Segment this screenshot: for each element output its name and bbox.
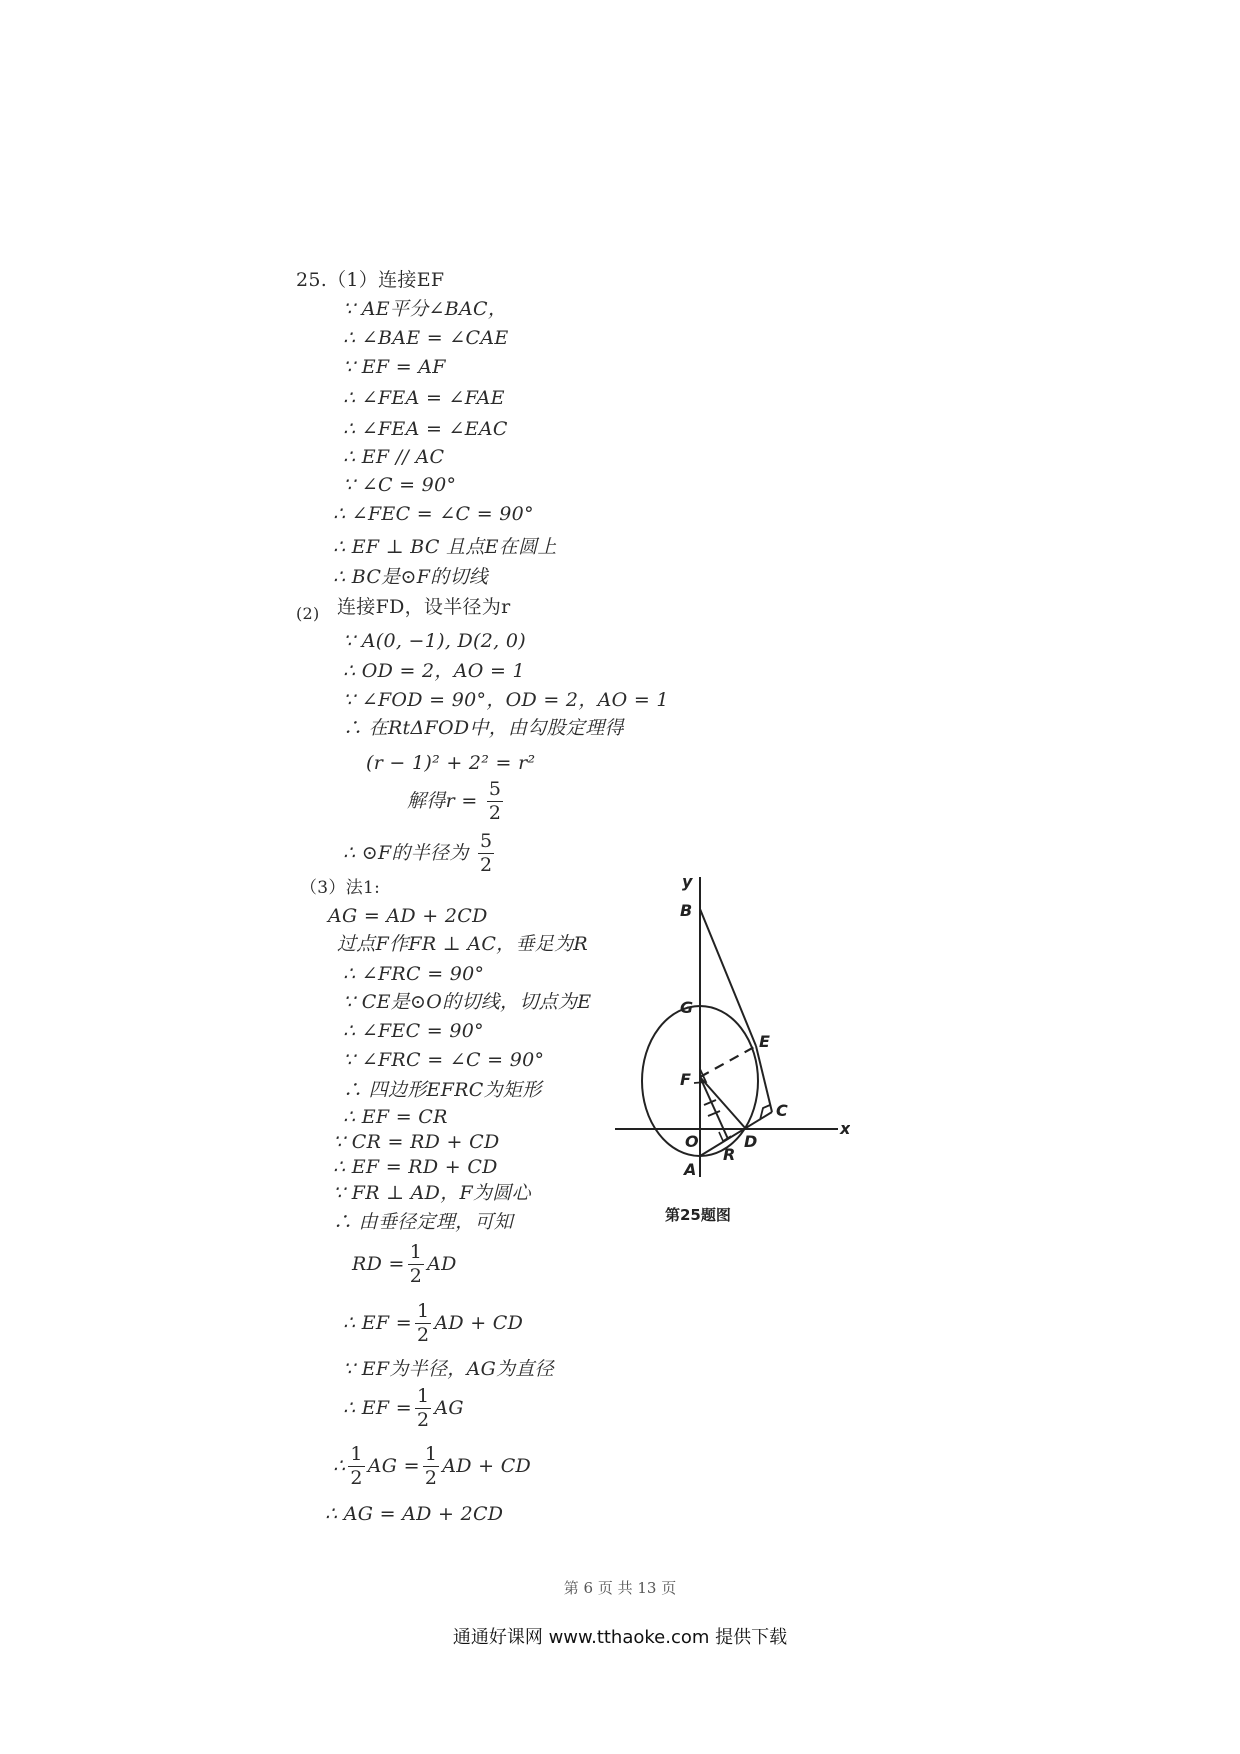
source-credit: 通通好课网 www.tthaoke.com 提供下载: [452, 1627, 788, 1648]
proof-line: ∴ BC是⊙F的切线: [333, 566, 489, 588]
equation-solve: [407, 780, 506, 824]
proof-line: ∴ EF // AC: [343, 446, 445, 468]
equation-result: [343, 832, 497, 876]
proof-line: ∴ ∠FEC = 90°: [343, 1020, 484, 1042]
label-d: D: [744, 1132, 758, 1151]
equation-rd: RD = $\frac{1}{2}$ AD: [352, 1241, 457, 1287]
label-g: G: [680, 998, 694, 1017]
proof-line: ∵ AE平分∠BAC，: [343, 298, 508, 320]
part3-title: （3）法1:: [300, 878, 381, 898]
equation-half-ag: ∴ $\frac{1}{2}$ AG = $\frac{1}{2}$ AD + CD: [333, 1443, 532, 1489]
geometry-figure: [600, 862, 850, 1242]
solve-prefix: 解得r =: [407, 789, 478, 812]
proof-line: ∵ FR ⊥ AD，F为圆心: [333, 1182, 531, 1204]
page-number: 第 6 页 共 13 页: [563, 1579, 677, 1597]
proof-line: 过点F作FR ⊥ AC，垂足为R: [337, 933, 588, 955]
fraction: $\frac{1}{2}$: [350, 1443, 363, 1489]
segment-be: [700, 909, 756, 1046]
part2-label: (2): [296, 604, 320, 623]
figure-caption: 第25题图: [665, 1206, 731, 1224]
label-r: R: [723, 1145, 736, 1164]
part1-title: 25.（1）连接EF: [296, 269, 445, 291]
result-prefix: ∴ ⊙F的半径为: [343, 841, 469, 864]
label-f: F: [680, 1070, 691, 1089]
label-c: C: [776, 1101, 788, 1120]
proof-line: ∵ EF为半径，AG为直径: [343, 1358, 554, 1380]
label-x: x: [840, 1119, 850, 1138]
proof-line: ∴ OD = 2，AO = 1: [343, 660, 525, 682]
proof-line: ∴ ∠FRC = 90°: [343, 963, 485, 985]
fraction: $\frac{1}{2}$: [424, 1443, 438, 1489]
proof-line: ∴ 四边形EFRC为矩形: [343, 1079, 542, 1101]
segment-fe-dashed: [700, 1046, 756, 1077]
proof-line: ∴ ∠BAE = ∠CAE: [343, 327, 509, 349]
proof-line: ∵ CE是⊙O的切线，切点为E: [343, 991, 592, 1013]
proof-line: ∴ ∠FEA = ∠EAC: [343, 418, 508, 440]
proof-line: ∴ ∠FEA = ∠FAE: [343, 387, 505, 409]
proof-line: ∵ A(0, −1), D(2, 0): [343, 630, 526, 652]
proof-line: ∴ 由垂径定理，可知: [333, 1211, 514, 1233]
part2-intro: 连接FD，设半径为r: [337, 596, 511, 618]
proof-line: ∵ ∠C = 90°: [343, 474, 457, 496]
proof-line: ∴ 在RtΔFOD中，由勾股定理得: [343, 717, 624, 739]
conclusion: ∴ AG = AD + 2CD: [325, 1503, 504, 1525]
equation-ef-ag: ∴ EF = $\frac{1}{2}$ AG: [343, 1385, 464, 1431]
label-y: y: [682, 872, 693, 891]
fraction: $\frac{5}{2}$: [488, 778, 502, 824]
proof-line: ∴ EF ⊥ BC 且点E在圆上: [333, 536, 557, 558]
fraction: $\frac{1}{2}$: [416, 1385, 430, 1431]
fraction: $\frac{1}{2}$: [409, 1241, 423, 1287]
equation-ef: ∴ EF = $\frac{1}{2}$ AD + CD: [343, 1300, 524, 1346]
proof-line: AG = AD + 2CD: [328, 905, 488, 927]
label-e: E: [759, 1032, 770, 1051]
proof-line: ∵ EF = AF: [343, 356, 446, 378]
fraction: $\frac{5}{2}$: [479, 830, 493, 876]
proof-line: ∴ ∠FEC = ∠C = 90°: [333, 503, 534, 525]
proof-line: ∵ CR = RD + CD: [333, 1131, 500, 1153]
proof-line: ∵ ∠FOD = 90°，OD = 2，AO = 1: [343, 689, 669, 711]
proof-line: ∴ EF = CR: [343, 1106, 448, 1128]
label-o: O: [685, 1132, 699, 1151]
label-a: A: [684, 1160, 697, 1179]
proof-line: ∵ ∠FRC = ∠C = 90°: [343, 1049, 545, 1071]
proof-line: ∴ EF = RD + CD: [333, 1156, 498, 1178]
fraction: $\frac{1}{2}$: [416, 1300, 430, 1346]
label-b: B: [680, 901, 693, 920]
equation-line: (r − 1)² + 2² = r²: [366, 752, 536, 774]
